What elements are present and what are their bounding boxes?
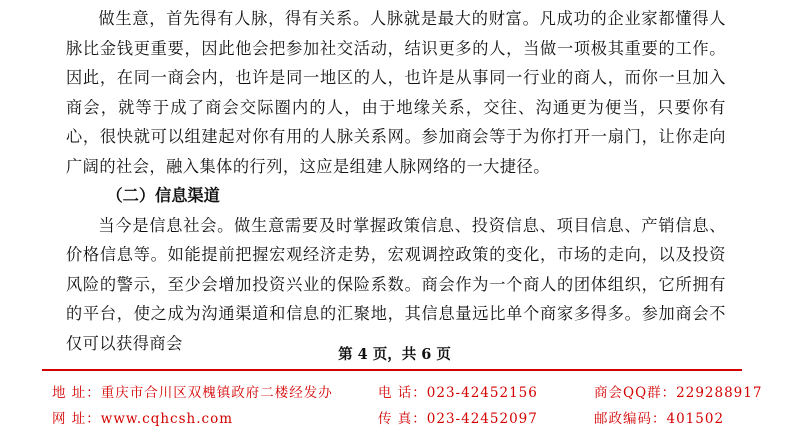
paragraph-information: 当今是信息社会。做生意需要及时掌握政策信息、投资信息、项目信息、产销信息、价格信息等。如能提前把握宏观经济走势，宏观调控政策的变化，市场的走向，以及投资风险的警示，至少会增加投资兴业的保险系数。商会作为一个商人的团体组织，它所拥有的平台，使之成为沟通渠道和信息的汇聚地，其信息量远比单个商家多得多。参加商会不仅可以获得商会 <box>66 215 726 353</box>
page-number: 第 4 页，共 6 页 <box>338 346 451 363</box>
document-body <box>66 4 726 358</box>
footer-qq-group: 商会QQ群：229288917 <box>594 385 763 401</box>
footer-fax: 传 真：023-42452097 <box>378 411 538 427</box>
footer-address: 地 址：重庆市合川区双槐镇政府二楼经发办 <box>52 385 333 401</box>
paragraph-networking: 做生意，首先得有人脉，得有关系。人脉就是最大的财富。凡成功的企业家都懂得人脉比金钱更重要，因此他会把参加社交活动，结识更多的人，当做一项极其重要的工作。因此，在同一商会内，也许是同一地区的人，也许是从事同一行业的商人，而你一旦加入商会，就等于成了商会交际圈内的人，由于地缘关系，交往、沟通更为便当，只要你有心，很快就可以组建起对你有用的人脉关系网。参加商会等于为你打开一扇门，让你走向广阔的社会，融入集体的行列，这应是组建人脉网络的一大捷径。 <box>66 9 726 176</box>
footer-divider <box>42 369 742 371</box>
footer-website: 网 址：www.cqhcsh.com <box>52 411 234 427</box>
footer-postcode: 邮政编码：401502 <box>594 411 725 427</box>
footer-phone: 电 话：023-42452156 <box>378 385 538 401</box>
section-heading-information-channel: （二）信息渠道 <box>106 186 220 205</box>
